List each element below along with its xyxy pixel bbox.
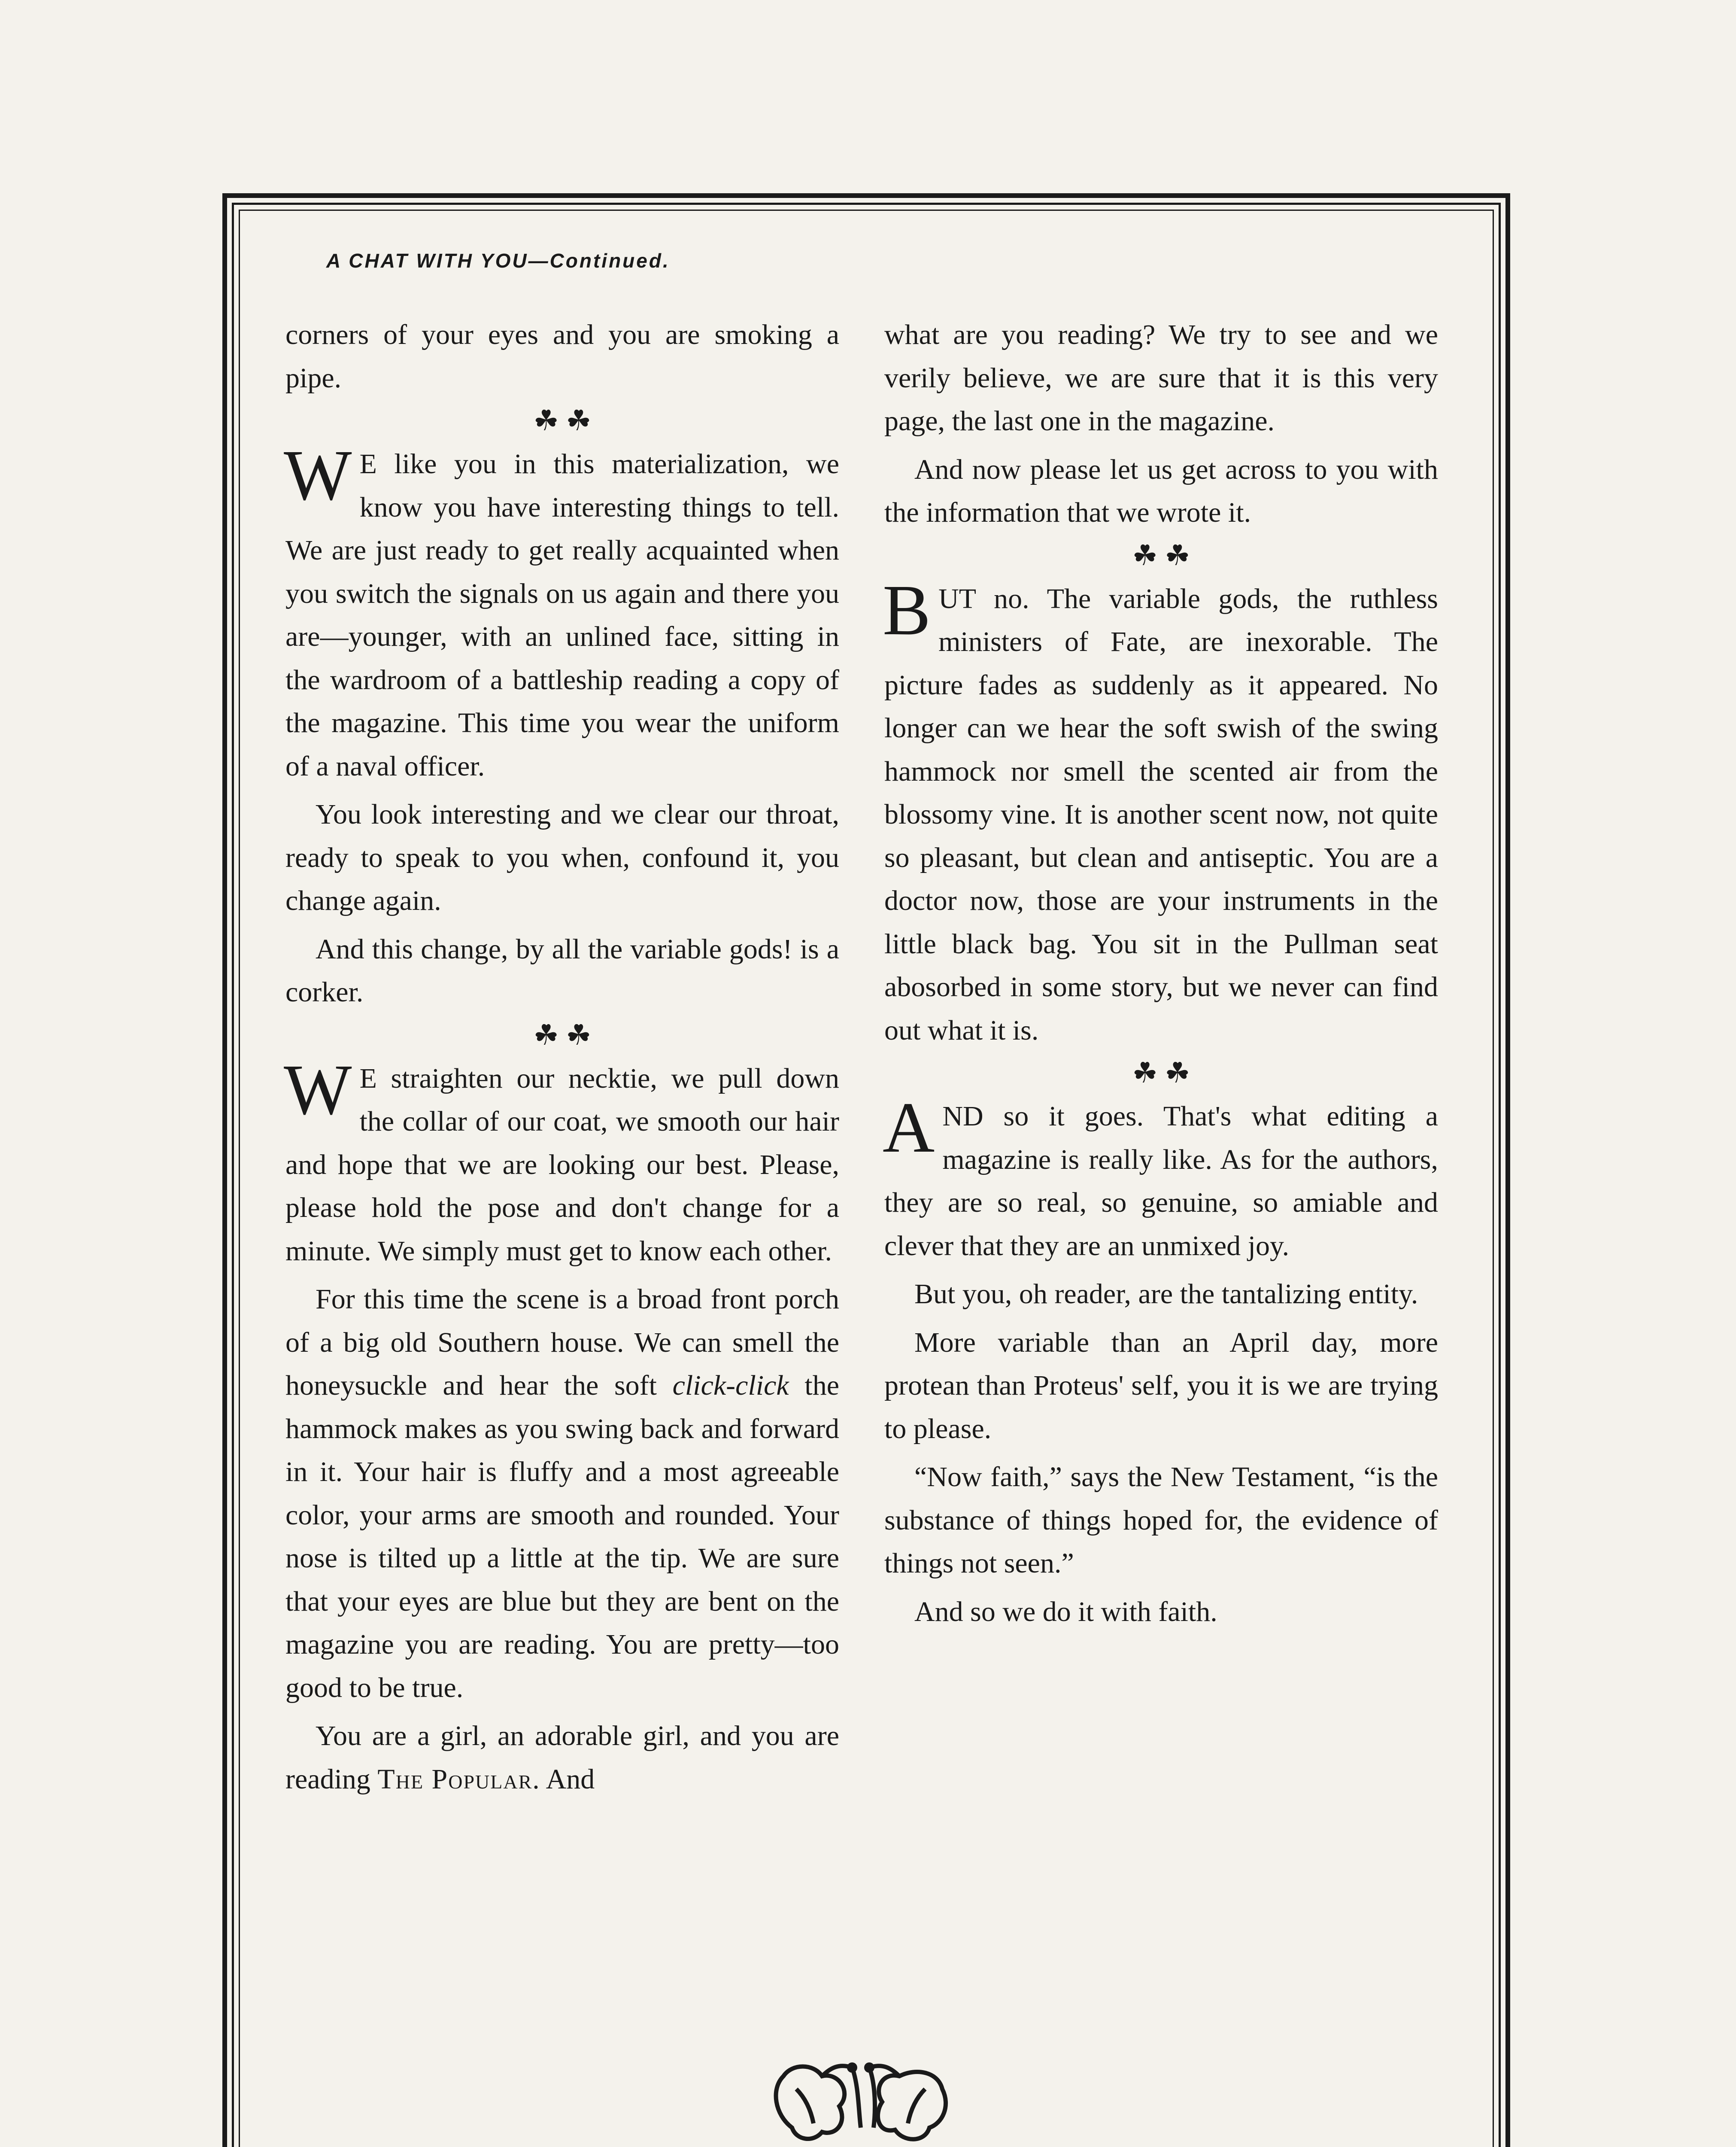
paragraph: And now please let us get across to you with the information that we wrote it. (884, 453, 1438, 528)
drop-cap: A (883, 1088, 935, 1168)
drop-cap: B (883, 570, 931, 650)
paragraph-text: ND so it goes. That's what editing a magazine is really like. As for the authors, they are so real, so genuine, so amiable and clever that they are an unmixed joy. (884, 1101, 1438, 1262)
tailpiece-svg (766, 2042, 955, 2147)
paragraph: But you, oh reader, are the tantalizing entity. (914, 1278, 1418, 1310)
paragraph: And so we do it with faith. (914, 1596, 1217, 1627)
leaf-ornament-icon: ☘ ☘ (533, 405, 592, 437)
running-head: A CHAT WITH YOU—Continued. (326, 249, 670, 272)
section-paragraph (883, 1088, 1438, 1268)
paragraph: corners of your eyes and you are smoking a pipe. (285, 319, 839, 394)
paragraph: “Now faith,” says the New Testament, “is the substance of things hoped for, the evidence of things not seen.” (884, 1461, 1438, 1579)
paragraph: what are you reading? We try to see and we verily believe, we are sure that it is this very page, the last one in the magazine. (884, 319, 1438, 437)
emphasis-text: click-click (672, 1370, 789, 1401)
paragraph: You look interesting and we clear our throat, ready to speak to you when, confound it, you change again. (285, 799, 839, 916)
magazine-name: The Popular. (377, 1763, 540, 1795)
paragraph: And this change, by all the variable gods! is a corker. (285, 933, 839, 1008)
drop-cap: W (284, 435, 352, 515)
left-column (285, 313, 839, 1801)
right-column (884, 313, 1438, 1633)
paragraph (285, 1715, 839, 1801)
section-paragraph (284, 1049, 839, 1273)
paragraph-text: You are a girl, an adorable girl, and you are reading (285, 1720, 839, 1795)
paragraph-text: E straighten our necktie, we pull down the collar of our coat, we smooth our hair and hope that we are looking our best. Please, please hold the pose and don't change for a minute. We simply must get to know each other. (285, 1062, 839, 1267)
paragraph (285, 1278, 839, 1709)
leaf-ornament-icon: ☘ ☘ (1132, 540, 1190, 572)
leaf-ornament-icon: ☘ ☘ (1132, 1058, 1190, 1089)
paragraph-text: And (546, 1763, 595, 1795)
tailpiece-leaf-icon (766, 2042, 955, 2147)
paragraph-text: For this time the scene is a broad front porch of a big old Southern house. We can smell the honeysuckle and hear the soft (285, 1283, 839, 1401)
section-paragraph (284, 435, 839, 788)
paragraph-text: UT no. The variable gods, the ruthless ministers of Fate, are inexorable. The picture fades as suddenly as it appeared. No longer can we hear the soft swish of the swing hammock nor smell the scented air from the blossomy vine. It is another scent now, not quite so pleasant, but clean and antiseptic. You are a doctor now, those are your instruments in the little black bag. You sit in the Pullman seat abosorbed in some story, but we never can find out what it is. (884, 583, 1438, 1046)
leaf-ornament-icon: ☘ ☘ (533, 1019, 592, 1051)
paragraph-text: E like you in this materialization, we know you have interesting things to tell. We are just ready to get really acquainted when you switch the signals on us again and there you are—younger, with an unlined face, sitting in the wardroom of a battleship reading a copy of the magazine. This time you wear the uniform of a naval officer. (285, 448, 839, 782)
paragraph-text: the hammock makes as you swing back and forward in it. Your hair is fluffy and a most agreeable color, your arms are smooth and rounded. Your nose is tilted up a little at the tip. We are sure that your eyes are blue but they are bent on the magazine you are reading. You are pretty—too good to be true. (285, 1370, 840, 1703)
drop-cap: W (284, 1049, 352, 1130)
paragraph: More variable than an April day, more protean than Proteus' self, you it is we are trying to please. (884, 1326, 1438, 1445)
section-paragraph (883, 570, 1438, 1052)
